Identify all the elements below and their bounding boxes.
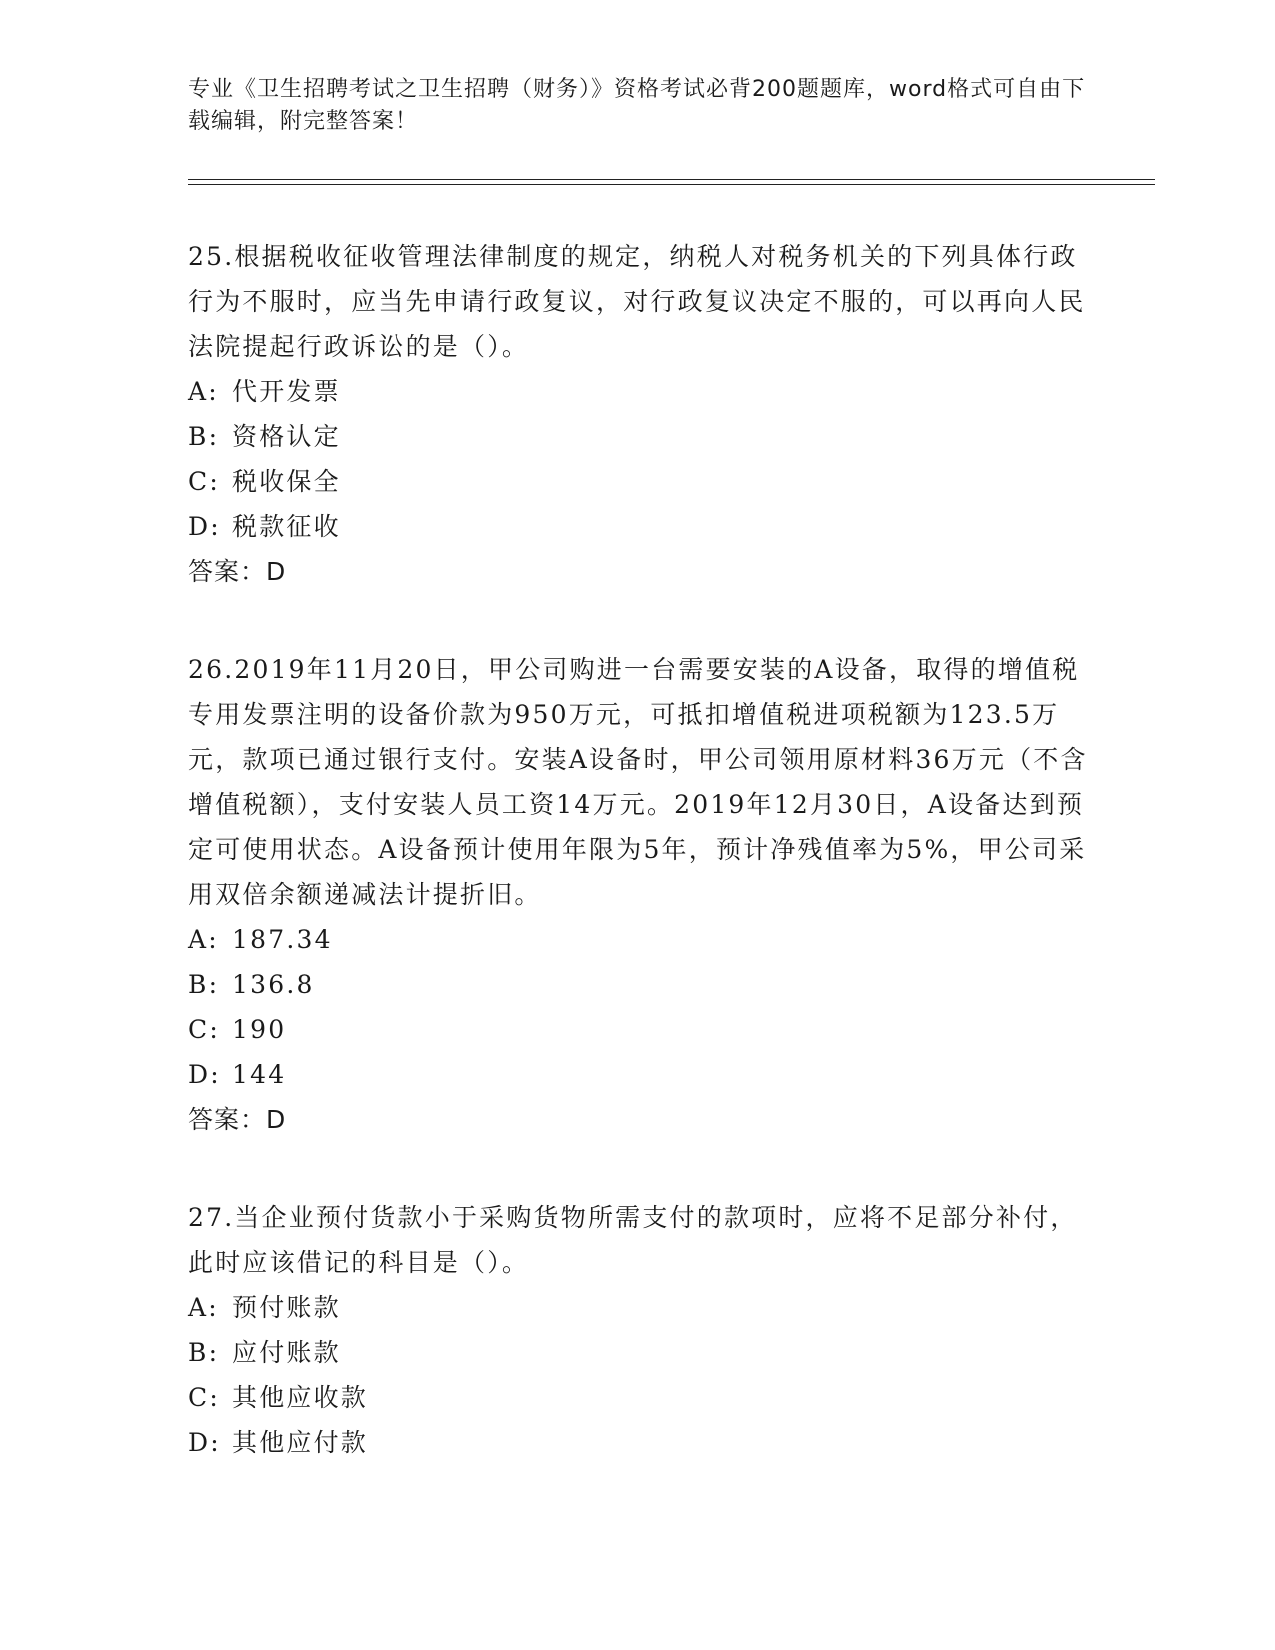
- option-label: D:: [188, 512, 221, 541]
- option-label: C:: [188, 1015, 220, 1044]
- question-26: [188, 647, 1088, 1142]
- option-text: 144: [232, 1060, 287, 1089]
- option-text: 190: [232, 1015, 287, 1044]
- option-c: [188, 459, 1088, 504]
- option-label: A:: [188, 1293, 219, 1322]
- answer: 答案：D: [188, 557, 287, 586]
- header-rule-top: [188, 179, 1155, 180]
- question-text: 27.当企业预付货款小于采购货物所需支付的款项时，应将不足部分补付，此时应该借记的科目是（）。: [188, 1203, 1078, 1277]
- option-b: [188, 1330, 1088, 1375]
- option-text: 税收保全: [232, 467, 341, 496]
- option-text: 187.34: [232, 925, 333, 954]
- header-rule-bottom: [188, 184, 1155, 185]
- option-c: [188, 1007, 1088, 1052]
- option-label: D:: [188, 1060, 221, 1089]
- question-27: [188, 1195, 1088, 1465]
- option-text: 代开发票: [232, 377, 341, 406]
- option-text: 其他应收款: [232, 1383, 369, 1412]
- option-text: 136.8: [232, 970, 315, 999]
- option-label: C:: [188, 467, 220, 496]
- option-a: [188, 1285, 1088, 1330]
- option-d: [188, 1420, 1088, 1465]
- option-text: 应付账款: [232, 1338, 341, 1367]
- option-b: [188, 414, 1088, 459]
- option-text: 资格认定: [232, 422, 341, 451]
- option-c: [188, 1375, 1088, 1420]
- option-label: B:: [188, 1338, 220, 1367]
- option-d: [188, 504, 1088, 549]
- question-text: 26.2019年11月20日，甲公司购进一台需要安装的A设备，取得的增值税专用发票注明的设备价款为950万元，可抵扣增值税进项税额为123.5万元，款项已通过银行支付。安装A设备时，甲公司领用原材料36万元（不含增值税额），支付安装人员工资14万元。2019年12月30日，A设备达到预定可使用状态。A设备预计使用年限为5年，预计净残值率为5%，甲公司采用双倍余额递减法计提折旧。: [188, 655, 1088, 909]
- question-text: 25.根据税收征收管理法律制度的规定，纳税人对税务机关的下列具体行政行为不服时，应当先申请行政复议，对行政复议决定不服的，可以再向人民法院提起行政诉讼的是（）。: [188, 242, 1086, 361]
- option-text: 其他应付款: [232, 1428, 369, 1457]
- option-d: [188, 1052, 1088, 1097]
- option-b: [188, 962, 1088, 1007]
- document-header: 专业《卫生招聘考试之卫生招聘（财务）》资格考试必背200题题库，word格式可自由下载编辑，附完整答案！: [188, 77, 1086, 134]
- option-a: [188, 917, 1088, 962]
- option-text: 税款征收: [232, 512, 341, 541]
- option-label: C:: [188, 1383, 220, 1412]
- option-label: D:: [188, 1428, 221, 1457]
- option-label: B:: [188, 422, 220, 451]
- option-label: A:: [188, 377, 219, 406]
- option-label: A:: [188, 925, 219, 954]
- option-a: [188, 369, 1088, 414]
- answer: 答案：D: [188, 1105, 287, 1134]
- option-text: 预付账款: [232, 1293, 341, 1322]
- question-25: [188, 234, 1088, 594]
- option-label: B:: [188, 970, 220, 999]
